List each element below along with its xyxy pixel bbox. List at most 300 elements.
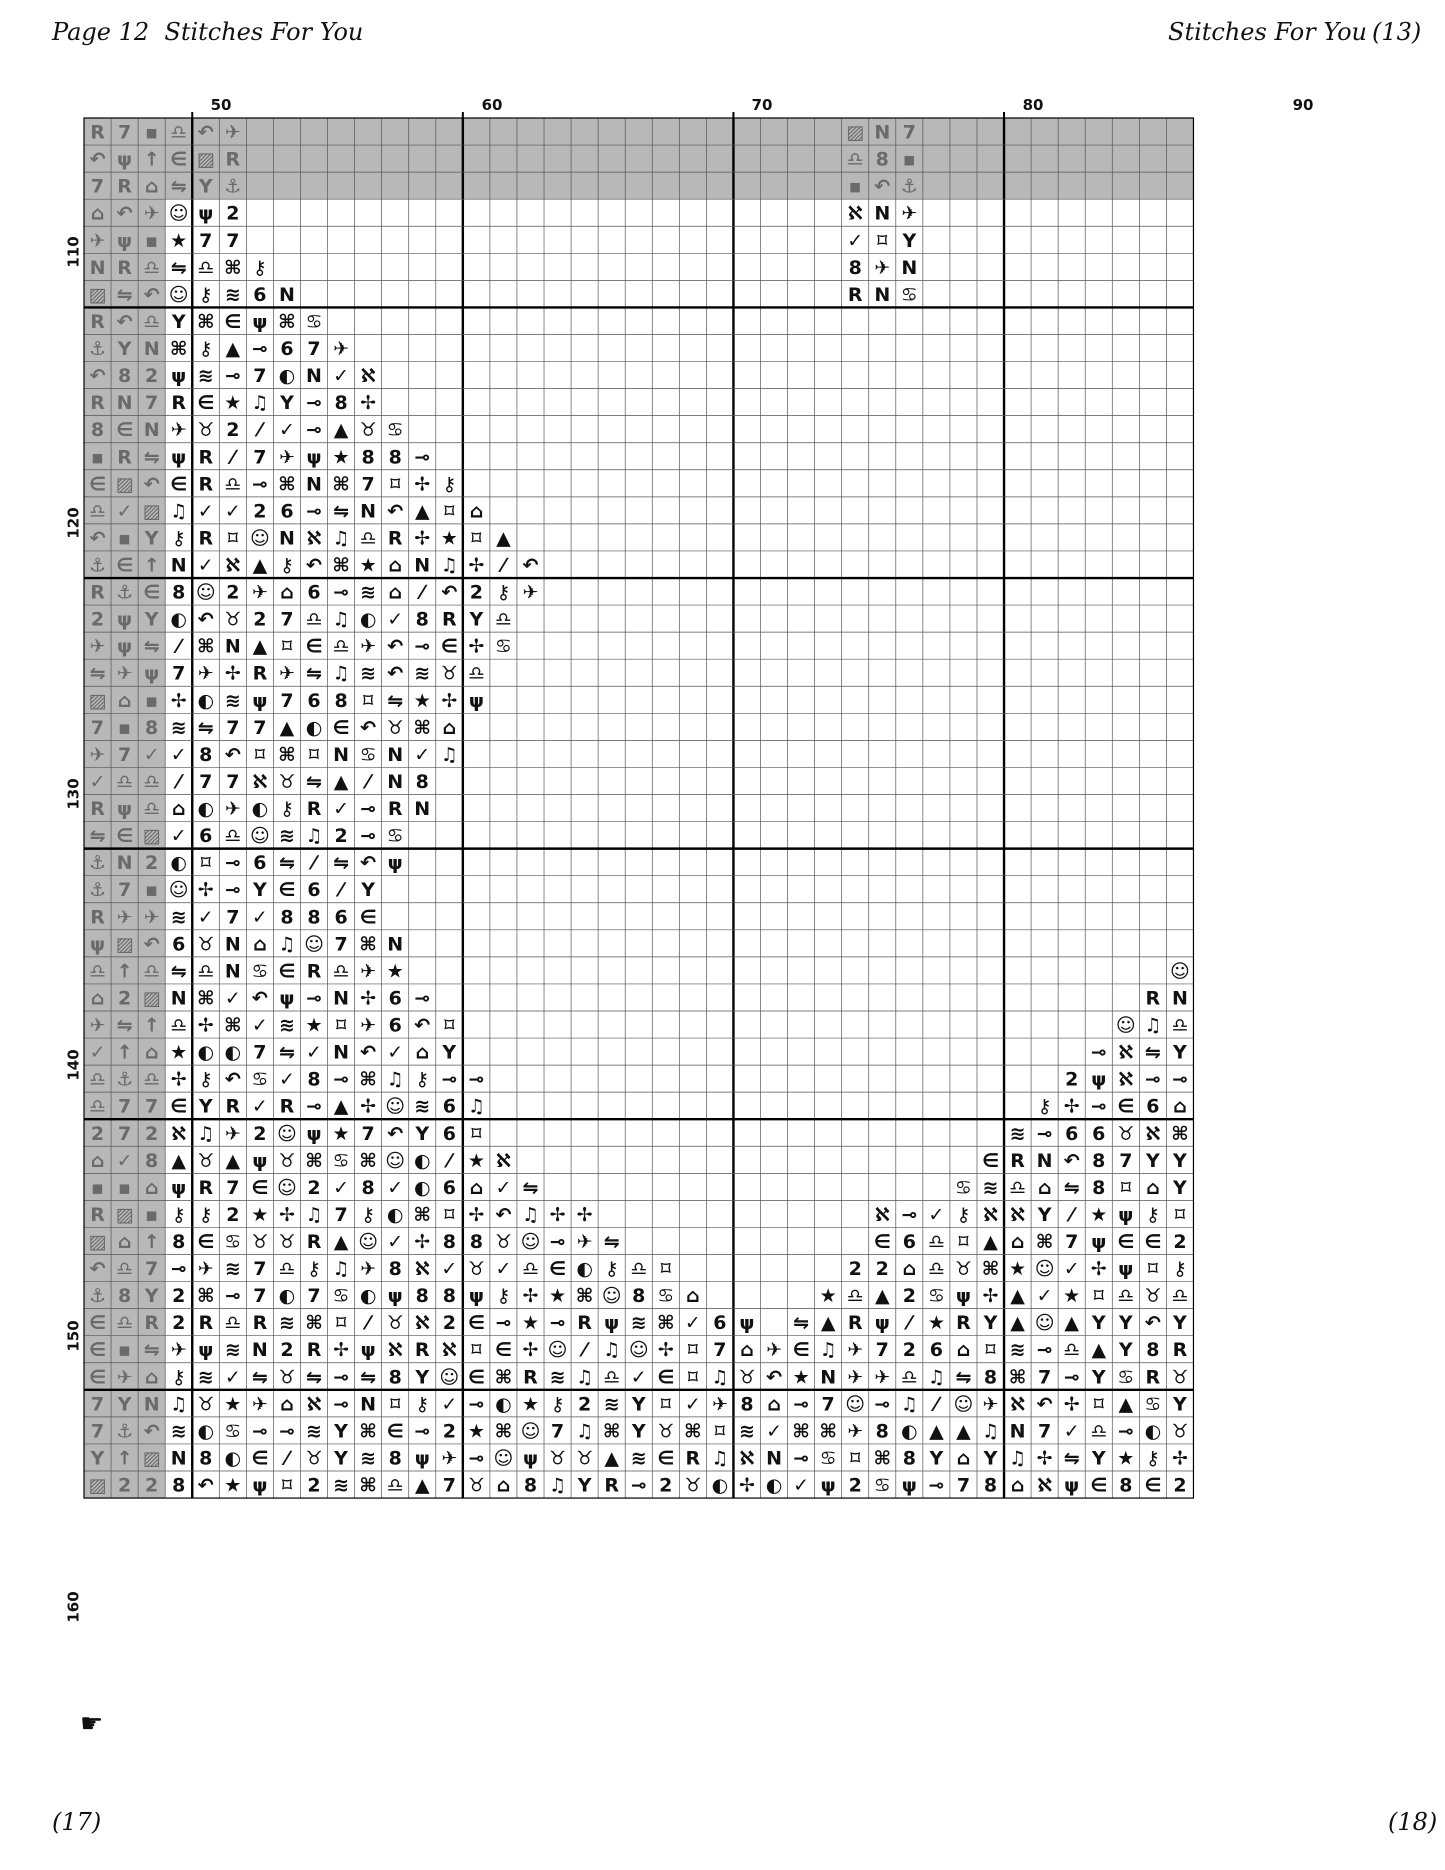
stitch-symbol: 2 xyxy=(848,1258,862,1281)
stitch-symbol: ♫ xyxy=(332,1258,350,1281)
stitch-symbol: ≋ xyxy=(630,1447,647,1470)
stitch-symbol: N xyxy=(116,852,133,875)
stitch-symbol: ⇋ xyxy=(170,256,187,279)
stitch-symbol: ℵ xyxy=(171,1122,187,1145)
stitch-symbol: ♉ xyxy=(197,1149,215,1172)
stitch-symbol: ↶ xyxy=(414,1014,431,1037)
stitch-symbol: ▨ xyxy=(142,987,161,1010)
stitch-symbol: 2 xyxy=(334,825,348,848)
stitch-symbol: ℵ xyxy=(360,365,376,388)
stitch-symbol: ↑ xyxy=(116,960,133,983)
stitch-symbol: ▪ xyxy=(91,446,104,469)
stitch-symbol: ↶ xyxy=(1036,1393,1053,1416)
stitch-symbol: ⌂ xyxy=(415,1041,430,1064)
stitch-symbol: 8 xyxy=(199,1447,213,1470)
stitch-symbol: 7 xyxy=(199,770,213,793)
stitch-symbol: 7 xyxy=(821,1393,835,1416)
stitch-symbol: ♫ xyxy=(981,1420,1000,1443)
stitch-symbol: ♎ xyxy=(143,256,161,279)
stitch-symbol: ∈ xyxy=(251,1447,269,1470)
stitch-symbol: ✓ xyxy=(170,825,187,848)
stitch-symbol: ⌑ xyxy=(877,229,888,252)
stitch-symbol: ⌂ xyxy=(1037,1176,1052,1199)
stitch-symbol: ⌑ xyxy=(471,1339,482,1362)
stitch-symbol: ♎ xyxy=(170,121,188,144)
stitch-symbol: 2 xyxy=(253,500,267,523)
stitch-symbol: ✢ xyxy=(170,1068,187,1091)
row-number-110: 110 xyxy=(64,236,83,268)
stitch-symbol: ☺ xyxy=(439,1366,460,1389)
stitch-symbol: ⌘ xyxy=(332,554,350,577)
stitch-symbol: ⁄ xyxy=(447,1149,451,1172)
stitch-symbol: ⌘ xyxy=(413,716,432,739)
stitch-symbol: ▨ xyxy=(142,1447,161,1470)
stitch-symbol: 7 xyxy=(1119,1149,1133,1172)
stitch-symbol: ♎ xyxy=(278,1258,296,1281)
stitch-symbol: ⌑ xyxy=(471,527,482,550)
stitch-symbol: ∈ xyxy=(278,960,296,983)
stitch-symbol: ♉ xyxy=(549,1447,567,1470)
stitch-symbol: ⌂ xyxy=(1010,1474,1025,1497)
column-number-70: 70 xyxy=(751,96,773,114)
stitch-symbol: ✈ xyxy=(251,581,268,604)
stitch-symbol: R xyxy=(306,798,322,821)
stitch-symbol: ⌑ xyxy=(660,1393,671,1416)
stitch-symbol: ✓ xyxy=(116,1149,133,1172)
stitch-symbol: ✓ xyxy=(387,608,404,631)
stitch-symbol: ⇋ xyxy=(251,1366,268,1389)
stitch-symbol: ⌂ xyxy=(496,1474,511,1497)
stitch-symbol: ⌑ xyxy=(390,1393,401,1416)
stitch-symbol: R xyxy=(847,283,863,306)
stitch-symbol: 7 xyxy=(1065,1230,1079,1253)
stitch-symbol: ⌂ xyxy=(388,554,402,577)
stitch-symbol: ⊸ xyxy=(278,1420,295,1443)
stitch-symbol: ✓ xyxy=(387,1176,404,1199)
stitch-symbol: Y xyxy=(983,1312,998,1335)
stitch-symbol: ⚷ xyxy=(279,554,294,577)
stitch-symbol: ↶ xyxy=(116,202,133,225)
stitch-symbol: 7 xyxy=(145,1258,159,1281)
stitch-symbol: ♉ xyxy=(657,1420,675,1443)
stitch-symbol: ψ xyxy=(171,365,187,388)
stitch-symbol: Y xyxy=(334,1420,348,1443)
stitch-symbol: ☺ xyxy=(1034,1258,1055,1281)
stitch-symbol: ⚷ xyxy=(198,1068,213,1091)
stitch-symbol: ▨ xyxy=(88,1230,107,1253)
stitch-symbol: ∈ xyxy=(89,1366,107,1389)
stitch-symbol: ▲ xyxy=(1010,1285,1025,1308)
stitch-symbol: ℵ xyxy=(982,1203,999,1226)
stitch-symbol: N xyxy=(170,987,187,1010)
stitch-symbol: ⊸ xyxy=(251,473,268,496)
stitch-symbol: ℵ xyxy=(414,1258,430,1281)
stitch-symbol: ≋ xyxy=(739,1420,755,1443)
stitch-symbol: ⚓ xyxy=(116,581,134,604)
stitch-symbol: ⌘ xyxy=(494,1420,513,1443)
stitch-symbol: ⌘ xyxy=(278,310,296,333)
stitch-symbol: ⇋ xyxy=(278,852,295,875)
stitch-symbol: ψ xyxy=(144,662,160,685)
stitch-symbol: 6 xyxy=(307,581,321,604)
stitch-symbol: ψ xyxy=(117,148,133,171)
stitch-symbol: ✢ xyxy=(1036,1447,1053,1470)
stitch-symbol: ★ xyxy=(332,1122,350,1145)
stitch-symbol: ✓ xyxy=(224,500,241,523)
stitch-symbol: ψ xyxy=(1091,1230,1107,1253)
stitch-symbol: R xyxy=(577,1312,592,1335)
stitch-symbol: ≋ xyxy=(306,1420,322,1443)
stitch-symbol: ✈ xyxy=(89,229,106,252)
stitch-symbol: ⌂ xyxy=(388,581,402,604)
stitch-symbol: 6 xyxy=(172,933,186,956)
stitch-symbol: ▨ xyxy=(115,933,134,956)
stitch-symbol: N xyxy=(306,365,322,388)
stitch-symbol: ⌘ xyxy=(819,1420,837,1443)
stitch-symbol: ◐ xyxy=(495,1393,512,1416)
stitch-symbol: 2 xyxy=(226,419,240,442)
stitch-symbol: ⌘ xyxy=(196,987,215,1010)
stitch-symbol: ⚷ xyxy=(198,338,213,361)
stitch-symbol: ✢ xyxy=(657,1339,674,1362)
stitch-symbol: ♫ xyxy=(900,1393,918,1416)
stitch-symbol: ✢ xyxy=(414,1230,431,1253)
stitch-symbol: ψ xyxy=(171,1176,187,1199)
stitch-symbol: ♫ xyxy=(576,1420,594,1443)
stitch-symbol: ≋ xyxy=(630,1312,647,1335)
stitch-symbol: ✈ xyxy=(89,743,106,766)
stitch-symbol: 7 xyxy=(307,338,321,361)
stitch-symbol: ▨ xyxy=(88,689,107,712)
stitch-symbol: 8 xyxy=(902,1447,916,1470)
stitch-symbol: ◐ xyxy=(359,608,377,631)
stitch-symbol: 8 xyxy=(632,1285,646,1308)
stitch-symbol: ☺ xyxy=(277,1122,297,1145)
stitch-symbol: ▲ xyxy=(225,1149,241,1172)
stitch-symbol: ♫ xyxy=(305,825,323,848)
stitch-symbol: Y xyxy=(334,1447,348,1470)
stitch-symbol: ♉ xyxy=(197,1393,215,1416)
stitch-symbol: ✓ xyxy=(197,554,214,577)
stitch-symbol: ↑ xyxy=(116,1041,133,1064)
stitch-symbol: R xyxy=(117,446,132,469)
stitch-symbol: ♎ xyxy=(846,1285,864,1308)
stitch-symbol: ▪ xyxy=(91,1176,104,1199)
stitch-symbol: ⚷ xyxy=(252,256,267,279)
stitch-symbol: ≋ xyxy=(224,689,241,712)
stitch-symbol: 6 xyxy=(442,1122,456,1145)
stitch-symbol: ✈ xyxy=(874,1366,891,1389)
stitch-symbol: ✓ xyxy=(251,1014,268,1037)
stitch-symbol: 7 xyxy=(1038,1366,1052,1389)
stitch-symbol: ◐ xyxy=(251,798,269,821)
stitch-symbol: ⊸ xyxy=(1036,1122,1053,1145)
stitch-symbol: ▪ xyxy=(118,1176,132,1199)
stitch-symbol: ★ xyxy=(467,1420,485,1443)
stitch-symbol: ✓ xyxy=(793,1474,810,1497)
stitch-symbol: ★ xyxy=(305,1014,323,1037)
stitch-symbol: ≋ xyxy=(603,1393,620,1416)
stitch-symbol: ♋ xyxy=(251,960,269,983)
stitch-symbol: ⌘ xyxy=(684,1420,702,1443)
stitch-symbol: ⌘ xyxy=(196,635,215,658)
stitch-symbol: ▨ xyxy=(846,121,865,144)
stitch-symbol: 7 xyxy=(226,770,240,793)
stitch-symbol: ∈ xyxy=(440,635,458,658)
stitch-symbol: 7 xyxy=(956,1474,971,1497)
stitch-symbol: ⌘ xyxy=(224,256,242,279)
stitch-symbol: ♉ xyxy=(197,933,215,956)
stitch-symbol: ↶ xyxy=(360,716,377,739)
stitch-symbol: 8 xyxy=(388,446,402,469)
stitch-symbol: ★ xyxy=(521,1312,540,1335)
stitch-symbol: ⌂ xyxy=(1010,1230,1025,1253)
stitch-symbol: ✈ xyxy=(89,1014,106,1037)
stitch-symbol: 8 xyxy=(307,1068,321,1091)
stitch-symbol: ◐ xyxy=(197,689,215,712)
stitch-symbol: ◐ xyxy=(170,608,188,631)
stitch-symbol: ≋ xyxy=(224,1339,241,1362)
stitch-symbol: ▪ xyxy=(145,879,159,902)
stitch-symbol: ⊸ xyxy=(468,1068,485,1091)
stitch-symbol: ✢ xyxy=(414,473,431,496)
stitch-symbol: ★ xyxy=(792,1366,810,1389)
stitch-symbol: ⁄ xyxy=(366,770,370,793)
stitch-symbol: ✢ xyxy=(1063,1393,1080,1416)
stitch-symbol: ⊸ xyxy=(414,1420,431,1443)
stitch-symbol: ◐ xyxy=(765,1474,783,1497)
stitch-symbol: ⌑ xyxy=(444,1203,455,1226)
stitch-symbol: ♎ xyxy=(170,1014,188,1037)
stitch-symbol: 2 xyxy=(145,852,159,875)
stitch-symbol: ♎ xyxy=(332,635,350,658)
stitch-symbol: ⚓ xyxy=(89,338,107,361)
stitch-symbol: ψ xyxy=(955,1285,971,1308)
stitch-symbol: ♫ xyxy=(521,1203,540,1226)
stitch-symbol: R xyxy=(604,1474,619,1497)
stitch-symbol: ⌑ xyxy=(390,473,401,496)
stitch-symbol: ▲ xyxy=(496,527,511,550)
stitch-symbol: 8 xyxy=(875,1420,889,1443)
stitch-symbol: ✢ xyxy=(360,987,377,1010)
stitch-symbol: ⌑ xyxy=(227,527,238,550)
stitch-symbol: ⌘ xyxy=(278,473,296,496)
stitch-symbol: ⊸ xyxy=(333,1393,350,1416)
stitch-symbol: ψ xyxy=(252,689,268,712)
stitch-symbol: ⌑ xyxy=(471,1122,482,1145)
stitch-symbol: 7 xyxy=(90,175,105,198)
stitch-symbol: ♎ xyxy=(89,1068,107,1091)
stitch-symbol: ✓ xyxy=(278,419,295,442)
stitch-symbol: Y xyxy=(1173,1393,1187,1416)
stitch-symbol: ★ xyxy=(251,1203,269,1226)
stitch-symbol: ψ xyxy=(117,798,133,821)
stitch-symbol: ◐ xyxy=(278,365,296,388)
stitch-symbol: ⌑ xyxy=(687,1339,698,1362)
stitch-symbol: ψ xyxy=(874,1312,890,1335)
stitch-symbol: ♉ xyxy=(359,419,377,442)
stitch-symbol: ♎ xyxy=(197,960,215,983)
stitch-symbol: 8 xyxy=(415,608,429,631)
stitch-symbol: ⇋ xyxy=(143,1339,160,1362)
stitch-symbol: ↶ xyxy=(197,1474,214,1497)
stitch-symbol: ⌘ xyxy=(224,1014,242,1037)
stitch-symbol: ✓ xyxy=(414,743,431,766)
stitch-symbol: ♉ xyxy=(954,1258,972,1281)
stitch-symbol: ✈ xyxy=(360,1258,377,1281)
stitch-symbol: 7 xyxy=(226,1176,240,1199)
stitch-symbol: R xyxy=(956,1312,971,1335)
stitch-symbol: ⌘ xyxy=(792,1420,810,1443)
stitch-symbol: ↶ xyxy=(1063,1149,1080,1172)
stitch-symbol: 2 xyxy=(117,1474,132,1497)
stitch-symbol: ♉ xyxy=(576,1447,594,1470)
stitch-symbol: Y xyxy=(171,310,186,333)
stitch-symbol: 2 xyxy=(442,1312,456,1335)
stitch-symbol: ⊸ xyxy=(901,1203,918,1226)
stitch-symbol: ⚓ xyxy=(89,852,107,875)
stitch-symbol: ♫ xyxy=(711,1366,729,1389)
stitch-symbol: ⌘ xyxy=(413,1203,432,1226)
stitch-symbol: ✈ xyxy=(278,662,295,685)
stitch-symbol: ♉ xyxy=(278,1149,296,1172)
stitch-symbol: ✢ xyxy=(278,1203,295,1226)
stitch-symbol: R xyxy=(847,1312,863,1335)
stitch-symbol: ⊸ xyxy=(468,1393,485,1416)
stitch-symbol: ✈ xyxy=(116,906,133,929)
stitch-symbol: 7 xyxy=(902,121,916,144)
stitch-symbol: ψ xyxy=(117,229,133,252)
stitch-symbol: ✢ xyxy=(441,689,458,712)
stitch-symbol: ↶ xyxy=(360,852,377,875)
stitch-symbol: 7 xyxy=(280,608,294,631)
stitch-symbol: ⚓ xyxy=(224,175,242,198)
stitch-symbol: ∈ xyxy=(143,581,161,604)
stitch-symbol: 8 xyxy=(172,1230,186,1253)
stitch-symbol: ⌘ xyxy=(1171,1122,1189,1145)
stitch-symbol: ◐ xyxy=(305,716,323,739)
stitch-symbol: ⌂ xyxy=(902,1258,917,1281)
stitch-symbol: ⁄ xyxy=(501,554,506,577)
stitch-symbol: ✈ xyxy=(711,1393,728,1416)
stitch-symbol: ℵ xyxy=(1037,1474,1053,1497)
stitch-symbol: 2 xyxy=(90,608,105,631)
stitch-symbol: R xyxy=(387,798,403,821)
stitch-symbol: Y xyxy=(415,1366,430,1389)
stitch-symbol: ✈ xyxy=(197,662,214,685)
stitch-symbol: N xyxy=(224,635,241,658)
stitch-symbol: ✈ xyxy=(982,1393,999,1416)
stitch-symbol: ⊸ xyxy=(251,338,268,361)
stitch-symbol: 6 xyxy=(307,879,321,902)
stitch-symbol: ✓ xyxy=(251,1095,268,1118)
stitch-symbol: ⊸ xyxy=(414,446,431,469)
stitch-symbol: R xyxy=(90,392,105,415)
stitch-symbol: 8 xyxy=(145,716,159,739)
stitch-symbol: N xyxy=(766,1447,782,1470)
stitch-symbol: ♫ xyxy=(549,1474,567,1497)
stitch-symbol: ♎ xyxy=(305,608,323,631)
stitch-symbol: ⌑ xyxy=(308,743,320,766)
stitch-symbol: R xyxy=(279,1095,295,1118)
stitch-symbol: ⌂ xyxy=(956,1447,971,1470)
stitch-symbol: ✢ xyxy=(224,662,241,685)
stitch-symbol: ≋ xyxy=(414,1095,431,1118)
stitch-symbol: ↶ xyxy=(224,1068,241,1091)
stitch-symbol: ⊸ xyxy=(224,365,241,388)
stitch-symbol: N xyxy=(387,770,404,793)
stitch-symbol: 8 xyxy=(1092,1176,1106,1199)
stitch-symbol: ⌘ xyxy=(169,338,188,361)
stitch-symbol: ψ xyxy=(252,1149,268,1172)
stitch-symbol: ★ xyxy=(549,1285,567,1308)
stitch-symbol: ✢ xyxy=(522,1285,539,1308)
stitch-symbol: ✈ xyxy=(224,121,241,144)
stitch-symbol: ★ xyxy=(386,960,404,983)
stitch-symbol: ⌂ xyxy=(90,987,105,1010)
stitch-symbol: ♫ xyxy=(467,1095,485,1118)
stitch-symbol: ∈ xyxy=(89,473,107,496)
stitch-symbol: ≋ xyxy=(360,1447,377,1470)
stitch-symbol: ⚓ xyxy=(89,879,107,902)
stitch-symbol: ↶ xyxy=(143,473,160,496)
stitch-symbol: ⊸ xyxy=(468,1447,485,1470)
stitch-symbol: ✓ xyxy=(441,1258,458,1281)
stitch-symbol: ⊸ xyxy=(630,1474,647,1497)
stitch-symbol: ≋ xyxy=(170,906,187,929)
stitch-symbol: ∈ xyxy=(170,148,188,171)
stitch-symbol: ψ xyxy=(522,1447,539,1470)
stitch-symbol: R xyxy=(252,1312,268,1335)
stitch-symbol: 6 xyxy=(253,852,267,875)
stitch-symbol: ψ xyxy=(739,1312,755,1335)
stitch-symbol: 8 xyxy=(334,392,348,415)
stitch-symbol: ⁄ xyxy=(1070,1203,1074,1226)
stitch-symbol: 2 xyxy=(172,1285,186,1308)
stitch-symbol: N xyxy=(874,121,891,144)
stitch-symbol: ↶ xyxy=(522,554,539,577)
stitch-symbol: ⁄ xyxy=(258,419,262,442)
stitch-symbol: R xyxy=(90,906,105,929)
stitch-symbol: N xyxy=(901,256,918,279)
stitch-symbol: ψ xyxy=(279,987,295,1010)
stitch-symbol: ⇋ xyxy=(306,770,322,793)
stitch-symbol: N xyxy=(333,987,350,1010)
stitch-symbol: ♎ xyxy=(89,1095,107,1118)
stitch-symbol: ψ xyxy=(360,1339,376,1362)
stitch-symbol: ↶ xyxy=(387,500,404,523)
stitch-symbol: ∈ xyxy=(359,906,377,929)
stitch-symbol: N xyxy=(414,554,431,577)
stitch-symbol: ⌂ xyxy=(144,1176,159,1199)
stitch-symbol: ✈ xyxy=(116,662,133,685)
stitch-symbol: ✓ xyxy=(224,987,241,1010)
stitch-symbol: ⊸ xyxy=(306,1095,322,1118)
stitch-symbol: 8 xyxy=(1092,1149,1106,1172)
stitch-symbol: ✈ xyxy=(766,1339,782,1362)
stitch-symbol: R xyxy=(117,175,132,198)
stitch-symbol: ⚷ xyxy=(956,1203,971,1226)
stitch-symbol: ☺ xyxy=(953,1393,974,1416)
stitch-symbol: ⊸ xyxy=(414,987,431,1010)
stitch-symbol: ℵ xyxy=(225,554,241,577)
stitch-symbol: ♋ xyxy=(1117,1366,1135,1389)
stitch-symbol: ⚷ xyxy=(442,473,457,496)
stitch-symbol: R xyxy=(225,1095,241,1118)
stitch-symbol: ★ xyxy=(224,392,242,415)
stitch-symbol: ✈ xyxy=(143,906,160,929)
stitch-symbol: ⚷ xyxy=(1037,1095,1052,1118)
